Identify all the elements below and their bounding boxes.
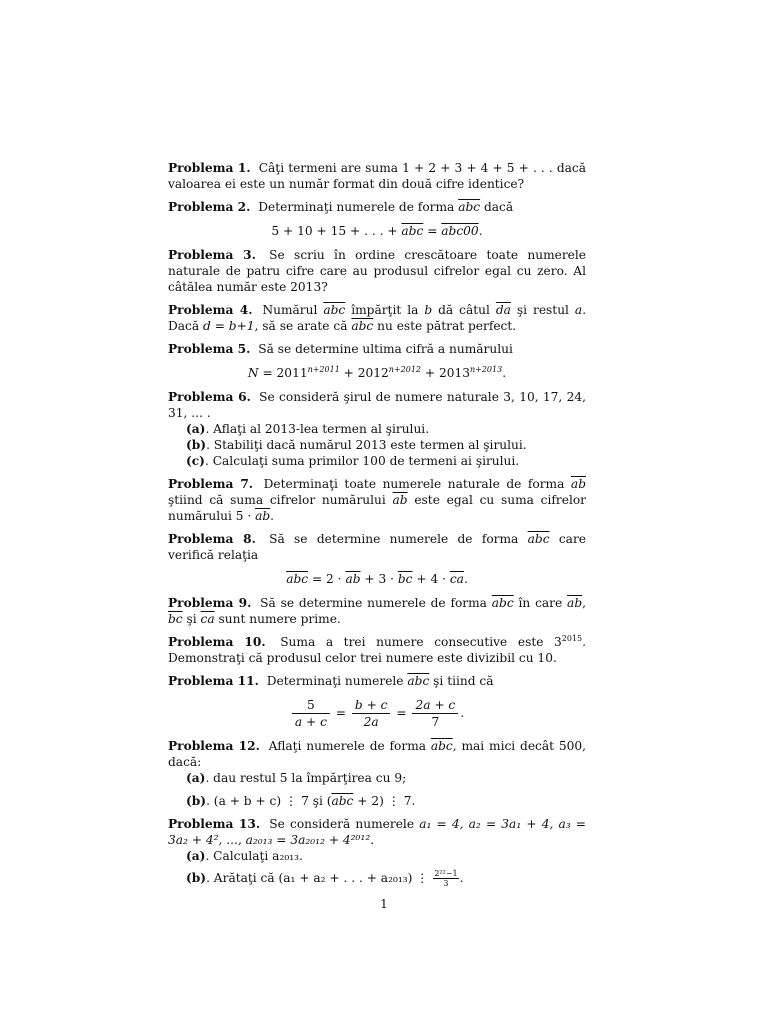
sub-item xyxy=(186,869,586,888)
problem-heading: Problema 11. xyxy=(168,674,259,688)
fraction xyxy=(292,697,330,730)
problem-text: este egal cu suma cifrelor numărului 5 · xyxy=(168,493,587,523)
problem-text: . Dacă xyxy=(168,303,587,333)
problem-text: Determinaţi toate numerele naturale de forma xyxy=(263,477,565,491)
equation-part: . xyxy=(502,366,507,380)
problem-text: Câţi termeni are suma 1 + 2 + 3 + 4 + 5 + . . . dacă valoarea ei este un număr format din două cifre identice? xyxy=(168,161,587,191)
item-label: (a) xyxy=(186,422,206,436)
item-label: (a) xyxy=(186,849,206,863)
overlined-number: $\overline{abc}$ xyxy=(491,596,514,610)
fraction xyxy=(412,697,458,730)
equation: $\frac{5}{a + c}$ = $\frac{b + c}{2a}$ = $\frac{2a + c}{7}$ . xyxy=(168,697,586,730)
denominator: 2a xyxy=(363,715,379,729)
problem-heading: Problema 7. xyxy=(168,477,254,491)
item-text: . Aflaţi al 2013-lea termen al şirului. xyxy=(205,422,430,436)
overlined-number: $\overline{da}$ xyxy=(495,303,511,317)
problem-heading: Problema 8. xyxy=(168,532,256,546)
numerator: 5 xyxy=(292,697,330,714)
problem-text: Se consideră şirul de numere naturale 3, 10, 17, 24, 31, ... . xyxy=(168,390,586,420)
problem-13: Problema 13. Se consideră numerele a₁ = 4, a₂ = 3a₁ + 4, a₃ = 3a₂ + 4², ..., a₂₀₁₃ = 3a₂₀₁₂ + 4²⁰¹². (a). Calculaţi a₂₀₁₃. (b). Arătaţi că (a₁ + a₂ + . . . + a₂₀₁₃) ⋮ $\frac{\text{2²²−1}}{3}$ . xyxy=(168,817,587,888)
overlined-number: $\overline{abc}$ xyxy=(458,200,481,214)
problem-text: şi restul xyxy=(516,303,569,317)
overlined-number: $\overline{bc}$ xyxy=(397,572,413,586)
equation-part: 5 + 10 + 15 + . . . + xyxy=(271,224,398,238)
numerator: b + c xyxy=(352,697,391,714)
problem-heading: Problema 2. xyxy=(168,200,251,214)
equation-part: . xyxy=(478,224,483,238)
overlined-number: $\overline{ab}$ xyxy=(570,477,586,491)
item-label: (a) xyxy=(186,771,206,785)
equation-part: + 2013 xyxy=(421,366,470,380)
problem-heading: Problema 1. xyxy=(168,161,251,175)
problem-text: Se consideră numerele xyxy=(269,817,415,831)
condition: d = b+1 xyxy=(203,319,255,333)
problem-heading: Problema 10. xyxy=(168,635,266,649)
problem-8 xyxy=(168,531,586,587)
equation-part: = xyxy=(427,224,438,238)
problem-2 xyxy=(168,199,586,239)
overlined-number: $\overline{ab}$ xyxy=(392,493,408,507)
fraction xyxy=(433,869,458,888)
sub-item xyxy=(186,793,586,809)
problem-heading: Problema 13. xyxy=(168,817,261,831)
problem-text: . xyxy=(270,509,275,523)
problem-text: . Demonstraţi că produsul celor trei numere este divizibil cu 10. xyxy=(168,635,587,665)
problem-text: Numărul xyxy=(262,303,318,317)
problem-5 xyxy=(168,341,586,381)
problem-text: , mai mici decât 500, dacă: xyxy=(168,739,586,769)
equation-part: + 4 · xyxy=(416,572,446,586)
overlined-number: $\overline{abc}$ xyxy=(430,739,453,753)
overlined-number: abc00 xyxy=(441,224,479,238)
sub-item xyxy=(186,453,586,469)
overlined-number: $\overline{abc}$ xyxy=(323,303,346,317)
equation-part: + 3 · xyxy=(364,572,394,586)
numerator: 2a + c xyxy=(412,697,458,714)
equation xyxy=(168,223,586,239)
sub-item xyxy=(186,421,586,437)
problem-text: care verifică relaţia xyxy=(168,532,586,562)
problem-text: dă câtul xyxy=(438,303,490,317)
problem-text: Aflaţi numerele de forma xyxy=(268,739,427,753)
sub-item xyxy=(186,848,586,864)
problem-text: nu este pătrat perfect. xyxy=(377,319,517,333)
item-label: (b) xyxy=(186,871,207,885)
problem-heading: Problema 4. xyxy=(168,303,253,317)
variable: b xyxy=(424,303,433,317)
problem-text: dacă xyxy=(483,200,514,214)
item-text: . dau restul 5 la împărţirea cu 9; xyxy=(205,771,407,785)
page-number: 1 xyxy=(380,897,388,911)
overlined-number: $\overline{ca}$ xyxy=(449,572,464,586)
problem-text: Determinaţi numerele xyxy=(266,674,404,688)
problem-text: Să se determine numerele de forma xyxy=(269,532,519,546)
exponent: n+2013 xyxy=(469,364,503,374)
problem-heading: Problema 12. xyxy=(168,739,260,753)
sub-item xyxy=(186,770,586,786)
equation xyxy=(168,571,586,587)
problem-11 xyxy=(168,673,586,730)
item-text: . Arătaţi că (a₁ + a₂ + . . . + a₂₀₁₃) ⋮ xyxy=(206,871,429,885)
problem-text: în care xyxy=(518,596,563,610)
problem-text: sunt numere prime. xyxy=(218,612,341,626)
problem-text: împărţit la xyxy=(351,303,419,317)
item-text: . Calculaţi suma primilor 100 de termeni ai şirului. xyxy=(204,454,520,468)
variable: a xyxy=(574,303,583,317)
problem-text: Să se determine ultima cifră a numărului xyxy=(258,342,513,356)
overlined-number: $\overline{abc}$ xyxy=(331,794,354,808)
equation-part: = 2011 xyxy=(262,366,308,380)
exponent: n+2012 xyxy=(388,364,421,374)
denominator: 3 xyxy=(443,879,449,888)
sub-item xyxy=(186,437,586,453)
overlined-number: $\overline{abc}$ xyxy=(286,572,309,586)
overlined-number: $\overline{abc}$ xyxy=(401,224,424,238)
problem-9 xyxy=(168,595,586,627)
problem-heading: Problema 9. xyxy=(168,596,252,610)
overlined-number: $\overline{abc}$ xyxy=(407,674,430,688)
problem-1 xyxy=(168,160,586,192)
overlined-number: $\overline{ca}$ xyxy=(200,612,215,626)
problem-7 xyxy=(168,476,586,524)
item-text: . Calculaţi a₂₀₁₃. xyxy=(205,849,303,863)
problem-6 xyxy=(168,389,586,469)
item-label: (c) xyxy=(186,454,205,468)
sequence-definition: a₁ = 4, a₂ = 3a₁ + 4, a₃ = 3a₂ + 4², ..., a₂₀₁₃ = 3a₂₀₁₂ + 4²⁰¹² xyxy=(168,817,587,847)
problem-4 xyxy=(168,302,586,334)
problem-text: Suma a trei numere consecutive este 3 xyxy=(280,635,562,649)
overlined-number: $\overline{ab}$ xyxy=(255,509,271,523)
item-text: . xyxy=(459,871,464,885)
denominator: 7 xyxy=(431,715,440,729)
equation-part: = 2 · xyxy=(311,572,342,586)
problem-text: ştiind că suma cifrelor numărului xyxy=(168,493,386,507)
overlined-number: $\overline{ab}$ xyxy=(345,572,361,586)
problem-heading: Problema 5. xyxy=(168,342,251,356)
numerator: 2²²−1 xyxy=(434,869,458,878)
problem-text: Determinaţi numerele de forma xyxy=(258,200,455,214)
problem-text: Se scriu în ordine crescătoare toate numerele naturale de patru cifre care au produsul cifrelor egal cu zero. Al câtălea număr este 2013? xyxy=(168,248,586,294)
problem-12 xyxy=(168,738,586,809)
item-text: . (a + b + c) ⋮ 7 şi ( xyxy=(206,794,332,808)
item-text: . Stabiliţi dacă numărul 2013 este termen al şirului. xyxy=(206,438,527,452)
exponent: 2015 xyxy=(561,633,583,643)
overlined-number: $\overline{abc}$ xyxy=(527,532,550,546)
exponent: n+2011 xyxy=(307,364,340,374)
problem-3 xyxy=(168,247,586,295)
problem-heading: Problema 6. xyxy=(168,390,251,404)
overlined-number: $\overline{bc}$ xyxy=(168,612,183,626)
item-label: (b) xyxy=(186,438,207,452)
problem-text: , să se arate că xyxy=(254,319,348,333)
problem-text: şi xyxy=(186,612,197,626)
equation xyxy=(168,365,586,381)
problem-text: , xyxy=(582,596,586,610)
fraction xyxy=(352,697,391,730)
overlined-number: $\overline{abc}$ xyxy=(351,319,374,333)
equation-part: + 2012 xyxy=(339,366,389,380)
document-page xyxy=(168,160,586,895)
item-text: + 2) ⋮ 7. xyxy=(353,794,416,808)
problem-text: şi tiind că xyxy=(433,674,494,688)
equation-part: . xyxy=(463,572,468,586)
overlined-number: $\overline{ab}$ xyxy=(567,596,583,610)
problem-heading: Problema 3. xyxy=(168,248,256,262)
problem-10 xyxy=(168,634,586,666)
variable: N xyxy=(247,366,259,380)
problem-text: Să se determine numerele de forma xyxy=(260,596,487,610)
denominator: a + c xyxy=(294,715,327,729)
item-label: (b) xyxy=(186,794,207,808)
